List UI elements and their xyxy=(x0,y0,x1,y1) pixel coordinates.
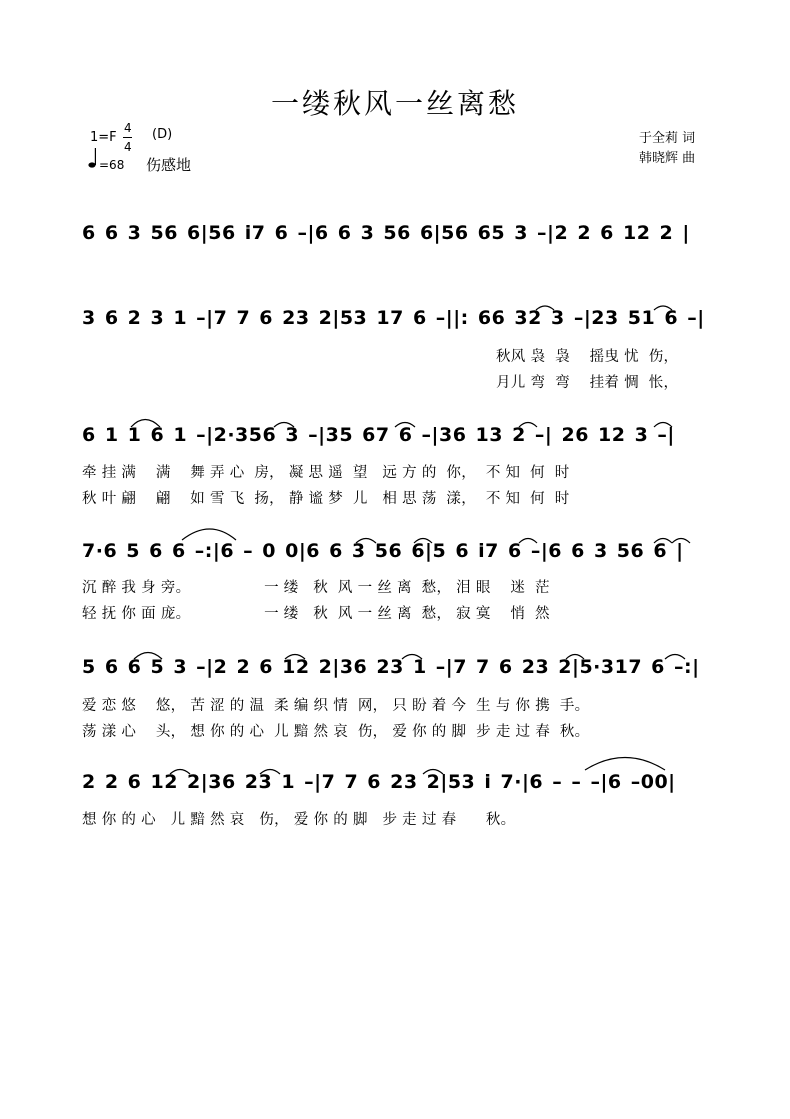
notation-line: 3 6 2 3 1 –|7 7 6 23 2|53 17 6 –||: 66 32 3 –|23 51 6 –| xyxy=(82,307,705,329)
lyrics-verse-2: 月儿 弯 弯 挂着 惆 怅， xyxy=(496,375,679,391)
expression-marking: 伤感地 xyxy=(146,156,192,174)
page-title: 一缕秋风一丝离愁 xyxy=(270,87,519,120)
notation-line: 7·6 5 6 6 –:|6 – 0 0|6 6 3 56 6|5 6 i7 6 –|6 6 3 56 6 | xyxy=(82,540,684,562)
mode-label: (D) xyxy=(152,127,173,142)
key-signature: 1=F xyxy=(90,130,117,145)
lyrics-verse-1: 想 你 的 心 儿 黯 然 哀 伤， 爱 你 的 脚 步 走 过 春 秋。 xyxy=(82,812,516,828)
lyrics-verse-1: 爱 恋 悠 悠， 苦 涩 的 温 柔 编 织 情 网， 只 盼 着 今 生 与 你 携 手。 xyxy=(82,698,590,714)
lyrics-verse-2: 轻 抚 你 面 庞。 一 缕 秋 风 一 丝 离 愁， 寂 寞 悄 然 xyxy=(82,606,550,622)
lyrics-verse-1: 沉 醉 我 身 旁。 一 缕 秋 风 一 丝 离 愁， 泪 眼 迷 茫 xyxy=(82,580,550,596)
lyrics-verse-2: 秋 叶 翩 翩 如 雪 飞 扬， 静 谧 梦 儿 相 思 荡 漾， 不 知 何 时 xyxy=(82,491,570,507)
notation-line: 6 1 1 6 1 –|2·356 3 –|35 67 6 –|36 13 2 –| 26 12 3 –| xyxy=(82,424,675,446)
lyrics-verse-2: 荡 漾 心 头， 想 你 的 心 儿 黯 然 哀 伤， 爱 你 的 脚 步 走 过 春 秋。 xyxy=(82,724,590,740)
composer-credit: 韩晓辉 曲 xyxy=(639,151,696,166)
time-signature-denominator: 4 xyxy=(124,140,132,154)
lyrics-verse-1: 秋风 袅 袅 摇曳 忧 伤， xyxy=(496,349,679,365)
time-signature-numerator: 4 xyxy=(124,121,132,135)
tempo-marking: =68 xyxy=(99,158,125,172)
notation-line: 2 2 6 12 2|36 23 1 –|7 7 6 23 2|53 i 7·|6 – – –|6 –00| xyxy=(82,771,676,793)
lyricist-credit: 于全莉 词 xyxy=(639,131,696,146)
lyrics-verse-1: 牵 挂 满 满 舞 弄 心 房， 凝 思 遥 望 远 方 的 你， 不 知 何 时 xyxy=(82,465,570,481)
notation-line: 5 6 6 5 3 –|2 2 6 12 2|36 23 1 –|7 7 6 23 2|5·317 6 –:| xyxy=(82,656,700,678)
notation-line: 6 6 3 56 6|56 i7 6 –|6 6 3 56 6|56 65 3 –|2 2 6 12 2 | xyxy=(82,222,690,244)
